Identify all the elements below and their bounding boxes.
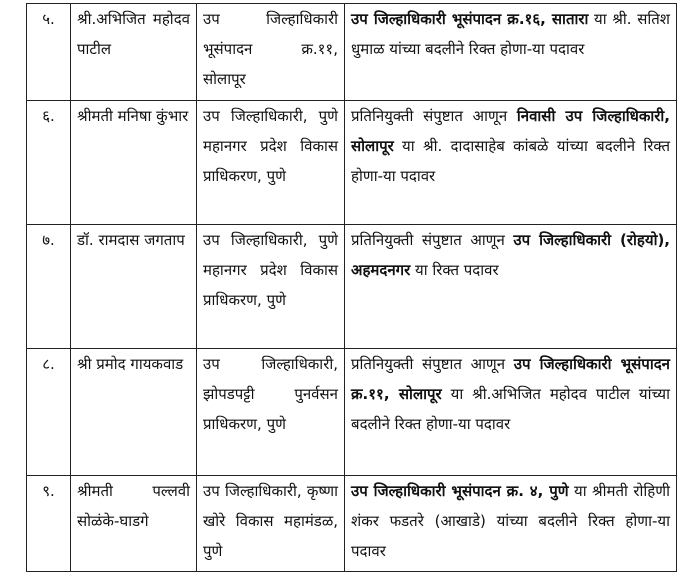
table-row <box>27 225 677 349</box>
new-posting <box>345 4 677 101</box>
new-posting-text: या श्रीमती रोहिणी शंकर फडतरे (आखाडे) यांच्या बदलीने रिक्त होणा-या पदावर <box>351 482 670 560</box>
table-row <box>27 476 677 572</box>
current-posting: उप जिल्हाधिकारी, पुणे महानगर प्रदेश विकास प्राधिकरण, पुणे <box>197 101 345 225</box>
serial-number: ७. <box>27 225 71 349</box>
new-posting-text: प्रतिनियुक्ती संपुष्टात आणून <box>351 231 514 249</box>
officer-name: श्री.अभिजित महोदव पाटील <box>71 4 197 101</box>
serial-number: ५. <box>27 4 71 101</box>
table-row <box>27 4 677 101</box>
table-row <box>27 101 677 225</box>
new-posting-text: प्रतिनियुक्ती संपुष्टात आणून <box>351 107 517 125</box>
serial-number: ८. <box>27 349 71 476</box>
new-posting-bold: उप जिल्हाधिकारी भूसंपादन क्र.१६, सातारा <box>351 10 589 28</box>
new-posting-text: या श्री.अभिजित महोदव पाटील यांच्या बदलीने रिक्त होणा-या पदावर <box>351 385 670 433</box>
officer-name: श्रीमती पल्लवी सोळंके-घाडगे <box>71 476 197 572</box>
officer-name: श्रीमती मनिषा कुंभार <box>71 101 197 225</box>
current-posting: उप जिल्हाधिकारी, कृष्णा खोरे विकास महामंडळ, पुणे <box>197 476 345 572</box>
new-posting-bold: उप जिल्हाधिकारी (रोहयो), अहमदनगर <box>351 231 671 279</box>
serial-number: ९. <box>27 476 71 572</box>
new-posting <box>345 225 677 349</box>
posting-table <box>26 3 677 572</box>
current-posting: उप जिल्हाधिकारी भूसंपादन क्र.११, सोलापूर <box>197 4 345 101</box>
officer-name: श्री प्रमोद गायकवाड <box>71 349 197 476</box>
new-posting <box>345 101 677 225</box>
new-posting <box>345 476 677 572</box>
new-posting <box>345 349 677 476</box>
current-posting: उप जिल्हाधिकारी, झोपडपट्टी पुनर्वसन प्राधिकरण, पुणे <box>197 349 345 476</box>
serial-number: ६. <box>27 101 71 225</box>
new-posting-text: प्रतिनियुक्ती संपुष्टात आणून <box>351 355 514 373</box>
officer-name: डॉ. रामदास जगताप <box>71 225 197 349</box>
new-posting-text: या रिक्त पदावर <box>410 261 499 279</box>
new-posting-text: या श्री. दादासाहेब कांबळे यांच्या बदलीने रिक्त होणा-या पदावर <box>351 137 670 185</box>
current-posting: उप जिल्हाधिकारी, पुणे महानगर प्रदेश विकास प्राधिकरण, पुणे <box>197 225 345 349</box>
new-posting-bold: उप जिल्हाधिकारी भूसंपादन क्र. ४, पुणे <box>351 482 569 500</box>
new-posting-bold: निवासी उप जिल्हाधिकारी, सोलापूर <box>351 107 670 155</box>
new-posting-text: या श्री. सतिश धुमाळ यांच्या बदलीने रिक्त होणा-या पदावर <box>351 10 670 58</box>
new-posting-bold: उप जिल्हाधिकारी भूसंपादन क्र.११, सोलापूर <box>351 355 670 403</box>
table-row <box>27 349 677 476</box>
